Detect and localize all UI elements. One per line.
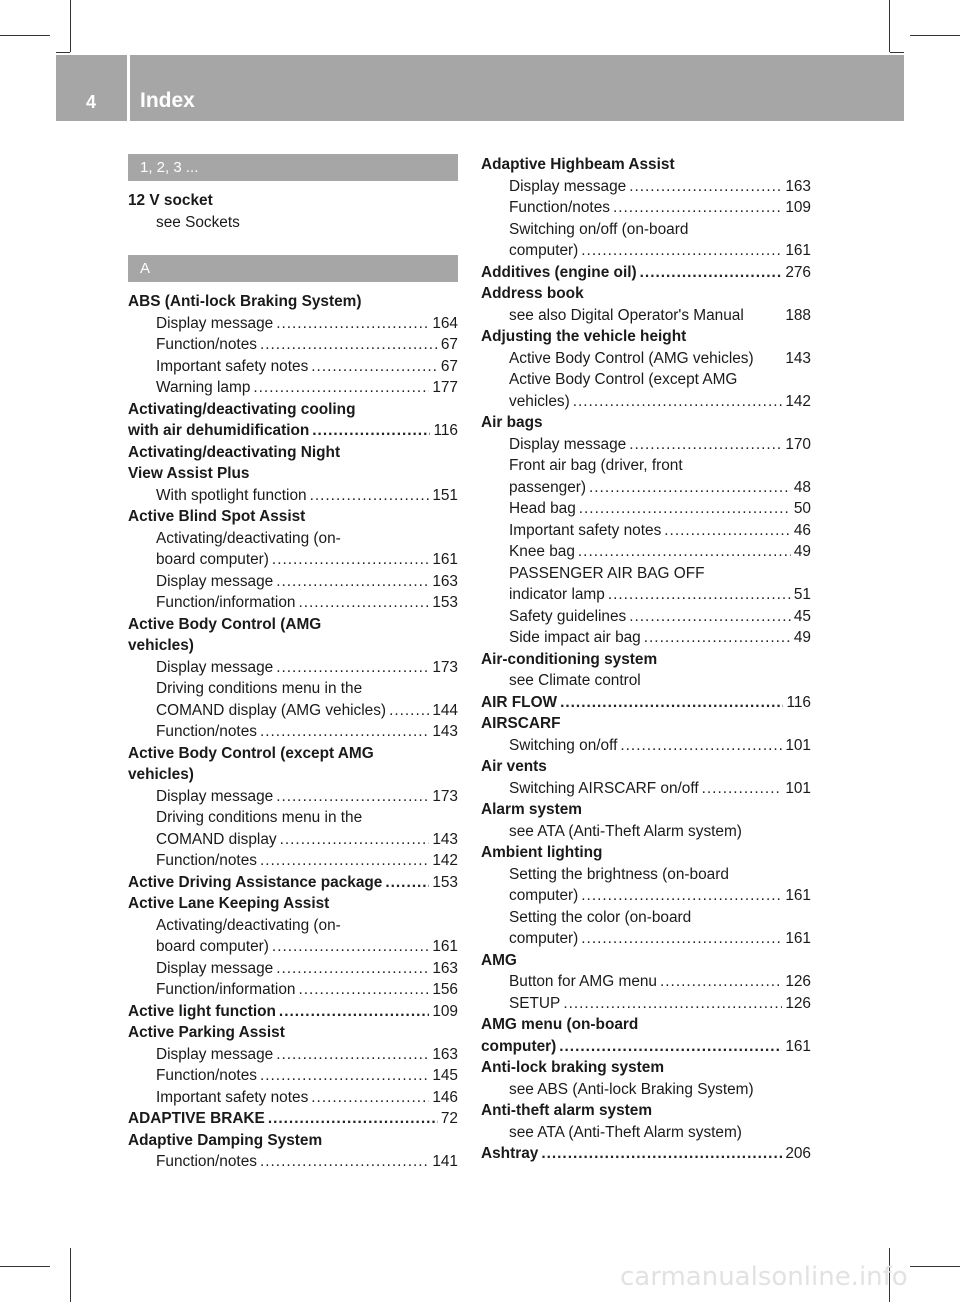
leader-dots [559,1036,782,1058]
index-entry [128,764,458,786]
index-subentry [481,563,811,585]
entry-text: Active Lane Keeping Assist [128,895,330,912]
index-subentry [481,219,811,241]
index-subentry [481,971,811,993]
page-ref: 153 [432,873,458,891]
index-entry [128,635,458,657]
index-entry [128,1130,458,1152]
entry-text: Important safety notes [156,357,309,375]
leader-dots [581,240,782,262]
index-subentry [128,786,458,808]
index-entry [128,442,458,464]
entry-text: Active Body Control (except AMG [128,744,374,762]
entry-text: Function/notes [156,336,257,353]
entry-text: Function/information [156,981,296,998]
page-ref: 126 [785,973,811,990]
entry-text: Setting the color (on-board [509,908,692,926]
index-entry [481,756,811,778]
entry-text: Display message [156,959,274,977]
entry-text: 12 V socket [128,192,213,209]
index-subentry [128,850,458,872]
index-subentry [128,1087,458,1109]
index-entry [128,872,458,894]
entry-text: With spotlight function [156,486,307,504]
index-entry [128,614,458,636]
entry-text: Switching on/off (on-board [509,220,689,238]
header-divider [127,55,130,121]
leader-dots [581,885,782,907]
entry-text: Active Body Control (except AMG [509,371,738,388]
index-entry [128,190,458,212]
entry-text: AIR FLOW [481,693,558,711]
index-entry [481,412,811,434]
entry-text: Display message [509,177,627,195]
page-ref: 116 [786,693,811,711]
entry-text: Active Parking Assist [128,1024,285,1041]
index-subentry [128,485,458,507]
page-ref: 161 [785,930,811,947]
crop-mark [890,52,904,53]
page-ref: 50 [793,500,811,517]
page-ref: 141 [432,1153,458,1170]
watermark: carmanualsonline.info [620,1262,908,1292]
crop-mark [70,1248,71,1302]
index-subentry [481,885,811,907]
entry-text: Function/notes [156,723,257,740]
entry-text: PASSENGER AIR BAG OFF [509,564,705,582]
entry-text: COMAND display [156,830,277,848]
index-entry [481,154,811,176]
entry-text: Address book [481,285,584,302]
index-subentry [481,864,811,886]
index-subentry [481,348,811,370]
crop-mark [56,52,70,53]
leader-dots [260,1151,429,1173]
index-subentry [481,735,811,757]
index-subentry [481,1079,811,1101]
leader-dots [385,872,429,894]
crop-mark [0,1266,50,1267]
leader-dots [298,979,429,1001]
index-entry [128,291,458,313]
index-subentry [481,477,811,499]
entry-text: Ambient lighting [481,844,603,861]
index-entry [481,799,811,821]
index-entry [128,420,458,442]
index-entry [481,326,811,348]
entry-text: AMG [481,951,517,969]
leader-dots [310,485,430,507]
page-ref: 163 [785,177,811,195]
page-ref: 161 [785,887,811,904]
entry-text: Active Blind Spot Assist [128,508,306,525]
index-subentry [481,197,811,219]
index-entry [128,1108,458,1130]
leader-dots [589,477,791,499]
index-subentry [481,627,811,649]
page-ref: 161 [432,551,458,568]
page-ref: 143 [785,349,811,367]
index-subentry [128,1065,458,1087]
index-column-right [481,154,811,1165]
index-subentry [481,520,811,542]
page-ref: 151 [432,486,458,504]
page-ref: 161 [785,242,811,259]
index-subentry [128,377,458,399]
index-subentry [128,549,458,571]
entry-text: Adaptive Damping System [128,1131,323,1149]
entry-text: Important safety notes [156,1088,309,1106]
entry-text: passenger) [509,478,586,496]
entry-text: AIRSCARF [481,715,561,732]
index-subentry [128,1151,458,1173]
page-ref: 72 [440,1110,458,1127]
leader-dots [644,627,791,649]
leader-dots [260,721,429,743]
page-ref: 109 [785,199,811,216]
entry-text: Driving conditions menu in the [156,680,363,697]
index-subentry [481,391,811,413]
index-subentry [481,455,811,477]
page-ref: 49 [793,629,811,646]
leader-dots [260,850,429,872]
leader-dots [268,1108,438,1130]
entry-text: Active Body Control (AMG vehicles) [509,349,754,367]
index-entry [481,842,811,864]
index-subentry [128,807,458,829]
leader-dots [253,377,429,399]
entry-text: Adjusting the vehicle height [481,328,687,345]
page-ref: 276 [785,263,811,281]
page-ref: 51 [793,586,811,603]
leader-dots [660,971,782,993]
index-entry [481,262,811,284]
entry-text: ABS (Anti-lock Braking System) [128,293,362,310]
index-subentry [481,1122,811,1144]
index-subentry [481,993,811,1015]
leader-dots [260,1065,429,1087]
entry-text: Switching on/off [509,736,618,754]
entry-text: Display message [509,435,627,453]
entry-text: Function/notes [156,852,257,869]
page-ref: 101 [785,779,811,797]
index-subentry [128,958,458,980]
page-ref: 46 [793,521,811,539]
crop-mark [70,0,71,52]
leader-dots [389,700,429,722]
leader-dots [272,549,429,571]
leader-dots [276,958,429,980]
index-subentry [128,334,458,356]
leader-dots [276,786,429,808]
page-ref: 67 [440,357,458,375]
index-entry [481,1014,811,1036]
entry-text: see Climate control [509,672,641,689]
index-entry [128,743,458,765]
entry-text: Air-conditioning system [481,650,658,668]
entry-text: Function/notes [509,199,610,216]
index-subentry [481,606,811,628]
leader-dots [311,356,438,378]
index-subentry [128,1044,458,1066]
leader-dots [629,176,782,198]
page-ref: 163 [432,959,458,977]
leader-dots [276,657,429,679]
entry-text: vehicles) [128,637,194,654]
page-ref: 145 [432,1067,458,1084]
entry-text: Side impact air bag [509,629,641,646]
page-ref: 45 [793,607,811,625]
leader-dots [276,1044,429,1066]
index-subentry [128,313,458,335]
index-entry [481,1143,811,1165]
index-subentry [128,212,458,234]
index-subentry [128,936,458,958]
page-ref: 116 [433,422,458,439]
section-heading: A [128,255,458,282]
index-subentry [481,240,811,262]
leader-dots [581,928,782,950]
index-entry [128,506,458,528]
page-ref: 126 [785,994,811,1012]
leader-dots [629,606,791,628]
page-ref: 143 [432,723,458,740]
entry-text: Alarm system [481,801,582,818]
leader-dots [578,541,791,563]
index-subentry [481,821,811,843]
index-subentry [128,979,458,1001]
index-entry [128,1022,458,1044]
index-subentry [128,829,458,851]
index-subentry [481,434,811,456]
entry-text: computer) [509,887,579,904]
entry-text: vehicles) [509,392,570,410]
entry-text: computer) [509,242,579,259]
entry-text: Activating/deactivating Night [128,443,341,461]
page-ref: 49 [793,543,811,560]
entry-text: ADAPTIVE BRAKE [128,1110,265,1127]
section-heading: 1, 2, 3 ... [128,154,458,181]
leader-dots [298,592,429,614]
leader-dots [579,498,791,520]
entry-text: Active Body Control (AMG [128,615,322,633]
index-subentry [128,592,458,614]
page-ref: 153 [432,594,458,611]
page-ref: 146 [432,1088,458,1106]
index-subentry [481,305,811,327]
entry-text: Air vents [481,758,547,775]
entry-text: Ashtray [481,1145,539,1162]
entry-text: Function/notes [156,1067,257,1084]
index-entry [128,463,458,485]
leader-dots [620,735,782,757]
index-subentry [481,907,811,929]
leader-dots [613,197,782,219]
entry-text: see ATA (Anti-Theft Alarm system) [509,822,742,840]
page-ref: 143 [432,830,458,848]
crop-mark [910,1266,960,1267]
entry-text: Display message [156,314,274,332]
index-subentry [481,369,811,391]
page-ref: 101 [785,736,811,754]
index-subentry [481,541,811,563]
index-subentry [481,670,811,692]
index-entry [481,1036,811,1058]
index-subentry [128,528,458,550]
page-ref: 48 [793,478,811,496]
index-subentry [128,915,458,937]
entry-text: Adaptive Highbeam Assist [481,156,675,173]
index-subentry [128,571,458,593]
page-ref: 161 [432,938,458,955]
entry-text: COMAND display (AMG vehicles) [156,701,387,719]
index-entry [128,399,458,421]
crop-mark [910,35,960,36]
index-subentry [128,657,458,679]
leader-dots [629,434,782,456]
entry-text: board computer) [156,938,269,955]
index-subentry [481,498,811,520]
page-ref: 161 [785,1037,811,1055]
entry-text: View Assist Plus [128,465,250,482]
leader-dots [560,692,783,714]
entry-text: Air bags [481,414,543,431]
entry-text: see ABS (Anti-lock Braking System) [509,1080,754,1098]
crop-mark [889,0,890,52]
entry-text: Knee bag [509,543,575,560]
leader-dots [260,334,438,356]
index-subentry [481,778,811,800]
index-entry [481,1057,811,1079]
entry-text: Display message [156,572,274,590]
page-ref: 188 [785,306,811,324]
page-number: 4 [86,92,97,112]
leader-dots [541,1143,782,1165]
leader-dots [664,520,791,542]
entry-text: AMG menu (on-board [481,1016,639,1033]
index-entry [481,649,811,671]
entry-text: Head bag [509,500,576,517]
entry-text: Anti-theft alarm system [481,1102,653,1119]
page-ref: 142 [785,392,811,410]
index-subentry [481,584,811,606]
entry-text: Anti-lock braking system [481,1059,665,1076]
leader-dots [311,1087,429,1109]
entry-text: Switching AIRSCARF on/off [509,779,699,797]
page-ref: 163 [432,1045,458,1063]
entry-text: Warning lamp [156,379,251,396]
index-entry [481,692,811,714]
crop-mark [0,35,50,36]
entry-text: Active Driving Assistance package [128,873,383,891]
leader-dots [563,993,782,1015]
page-ref: 156 [432,981,458,998]
entry-text: Button for AMG menu [509,973,657,990]
page-ref: 163 [432,572,458,590]
index-entry [128,893,458,915]
leader-dots [276,571,429,593]
page-ref: 173 [432,787,458,805]
entry-text: Front air bag (driver, front [509,457,683,474]
entry-text: see Sockets [156,213,240,231]
index-entry [481,283,811,305]
leader-dots [312,420,430,442]
index-entry [481,1100,811,1122]
leader-dots [640,262,783,284]
entry-text: Additives (engine oil) [481,263,637,281]
page-ref: 142 [432,852,458,869]
entry-text: Function/information [156,594,296,611]
entry-text: Active light function [128,1002,276,1020]
page-ref: 109 [432,1002,458,1020]
page-ref: 67 [440,336,458,353]
leader-dots [276,313,429,335]
entry-text: Function/notes [156,1153,257,1170]
page-ref: 144 [432,701,458,719]
entry-text: Important safety notes [509,521,662,539]
index-subentry [128,700,458,722]
entry-text: SETUP [509,994,561,1012]
page-ref: 177 [432,379,458,396]
leader-dots [702,778,783,800]
leader-dots [573,391,783,413]
page-ref: 206 [785,1145,811,1162]
entry-text: Display message [156,658,274,676]
entry-text: board computer) [156,551,269,568]
entry-text: Setting the brightness (on-board [509,865,729,883]
entry-text: indicator lamp [509,586,605,603]
leader-dots [279,1001,429,1023]
index-subentry [128,678,458,700]
entry-text: Display message [156,787,274,805]
entry-text: computer) [509,930,579,947]
entry-text: Driving conditions menu in the [156,809,363,826]
index-entry [481,713,811,735]
entry-text: Activating/deactivating cooling [128,400,356,418]
leader-dots [272,936,429,958]
index-entry [128,1001,458,1023]
entry-text: Display message [156,1045,274,1063]
entry-text: Safety guidelines [509,607,627,625]
entry-text: see ATA (Anti-Theft Alarm system) [509,1123,742,1141]
leader-dots [280,829,430,851]
page-title: Index [140,89,195,112]
index-subentry [481,176,811,198]
index-subentry [128,356,458,378]
entry-text: with air dehumidification [128,422,310,439]
entry-text: vehicles) [128,766,194,783]
section-gap [128,233,458,255]
leader-dots [608,584,791,606]
page-ref: 173 [432,658,458,676]
entry-text: Activating/deactivating (on- [156,916,341,934]
page-ref: 170 [785,435,811,453]
entry-text: computer) [481,1037,557,1055]
index-subentry [128,721,458,743]
page-ref: 164 [432,314,458,332]
index-entry [481,950,811,972]
entry-text: see also Digital Operator's Manual [509,306,744,324]
index-subentry [481,928,811,950]
entry-text: Activating/deactivating (on- [156,529,341,547]
index-column-left [128,154,458,1173]
